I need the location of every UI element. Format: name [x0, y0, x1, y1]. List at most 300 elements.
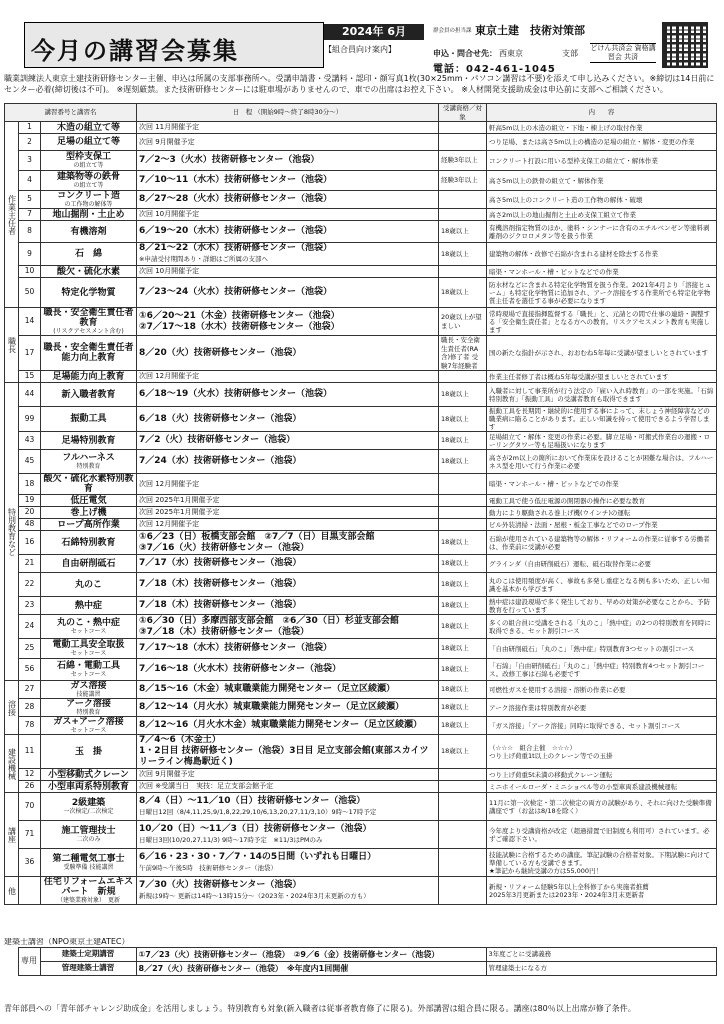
- schedule-line: 7／4～6（木金土）: [139, 735, 221, 745]
- course-schedule: [137, 243, 439, 266]
- architect-category: 専用: [18, 947, 40, 975]
- qualification: 経験3年以上: [439, 171, 487, 191]
- content-text: ミニホイールローダ・ミニショベル等の小型車両系建設機械運転: [489, 782, 678, 791]
- course-name-text: 丸のこ: [74, 579, 102, 590]
- course-content: [487, 781, 717, 793]
- qualification: [439, 793, 487, 821]
- course-number: 8: [19, 221, 41, 243]
- architect-course-name[interactable]: 管理建築士講習: [40, 961, 136, 975]
- course-schedule: [137, 519, 439, 531]
- table-row[interactable]: [5, 531, 717, 555]
- course-number: 3: [19, 151, 41, 171]
- qualification: [439, 122, 487, 134]
- course-name[interactable]: [41, 531, 137, 555]
- course-name-text: 自由研削砥石: [61, 558, 116, 569]
- course-name-sub: の組立て等: [73, 162, 104, 169]
- course-content: [487, 681, 717, 699]
- course-number: 44: [19, 383, 41, 407]
- table-row[interactable]: [5, 407, 717, 432]
- content-text: つり上げ荷重1t以上のクレーン等での玉掛: [489, 751, 613, 760]
- table-row[interactable]: [5, 122, 717, 134]
- content-text: 「石綿」「自由研削砥石」「丸のこ」「熱中症」特別教育4つセット割引コース。改修工事は石綿も必要です: [489, 661, 705, 678]
- course-content: [487, 308, 717, 336]
- course-schedule: [137, 531, 439, 555]
- course-name[interactable]: [41, 615, 137, 639]
- course-number: 56: [19, 659, 41, 681]
- course-name[interactable]: [41, 717, 137, 735]
- course-schedule: [137, 699, 439, 717]
- course-number: 9: [19, 243, 41, 266]
- course-schedule: [137, 221, 439, 243]
- content-text: 今年度より受講資格が改定（超過措置で旧制度も利用可）されています。必ずご確認下さい。: [489, 826, 710, 843]
- table-row[interactable]: [5, 699, 717, 717]
- table-row[interactable]: [5, 769, 717, 781]
- course-schedule: [137, 134, 439, 151]
- course-name-sub: （建築業務対象） 更新: [56, 897, 120, 904]
- qualification: 職長・安全衛生責任者(RA含)修了者 受験7年経験者: [439, 336, 487, 371]
- course-name-text: 建築物等の鉄骨: [56, 172, 120, 182]
- course-name-text: 石 綿: [74, 249, 102, 259]
- course-number: 78: [19, 717, 41, 735]
- course-name-sub: の工作物の解体等: [64, 201, 113, 208]
- course-number: 17: [19, 336, 41, 371]
- course-content: [487, 407, 717, 432]
- course-name[interactable]: [41, 243, 137, 266]
- course-content: [487, 278, 717, 308]
- course-number: 70: [19, 793, 41, 821]
- course-schedule: [137, 573, 439, 597]
- course-name-text: ロープ高所作業: [57, 519, 120, 530]
- course-name-text: 熱中症: [74, 600, 102, 611]
- course-schedule: [137, 659, 439, 681]
- table-row[interactable]: [5, 171, 717, 191]
- table-row[interactable]: [5, 432, 717, 450]
- contact-label: 申込・問合せ先：: [433, 49, 497, 58]
- schedule-line: 8／4（日）～11／10（日）技術研修センター（池袋）: [139, 795, 366, 806]
- content-text: 11月に第一次検定・第二次検定の両方の試験があり、それに向けた受験準備講座です（お盆は8/18を除く）: [489, 798, 712, 815]
- schedule-line: 7／10～11（水木）技術研修センター（池袋）: [139, 175, 332, 185]
- course-number: 1: [19, 122, 41, 134]
- course-name[interactable]: [41, 519, 137, 531]
- course-schedule: [137, 278, 439, 308]
- course-number: 20: [19, 507, 41, 519]
- table-row[interactable]: [5, 781, 717, 793]
- course-number: 5: [19, 191, 41, 209]
- course-content: [487, 769, 717, 781]
- schedule-line: 7／23～24（火水）技術研修センター（池袋）: [139, 287, 332, 297]
- table-row[interactable]: [5, 450, 717, 474]
- content-text: 可燃性ガスを使用する溶接・溶断の作業に必要: [489, 685, 626, 694]
- content-text: 2025年3月更新または2023年・2024年3月末更新者: [489, 890, 645, 899]
- table-row[interactable]: [5, 209, 717, 221]
- qualification: 18歳以上: [439, 555, 487, 573]
- course-name-sub: セットコース: [70, 628, 107, 635]
- content-text: 作業主任者修了者は概ね5年毎受講が望ましいとされています: [489, 372, 669, 381]
- col-header-content: 内 容: [487, 104, 717, 122]
- course-number: 24: [19, 615, 41, 639]
- course-content: [487, 191, 717, 209]
- table-row[interactable]: [5, 793, 717, 821]
- category-cell: 講座: [5, 793, 19, 877]
- content-text: 暗渠・マンホール・槽・ピットなどでの作業: [489, 480, 619, 488]
- course-name[interactable]: [41, 278, 137, 308]
- course-number: 15: [19, 371, 41, 383]
- course-content: [487, 209, 717, 221]
- course-schedule: [137, 717, 439, 735]
- course-schedule: [137, 308, 439, 336]
- course-content: [487, 877, 717, 905]
- table-row[interactable]: [5, 191, 717, 209]
- course-number: 23: [19, 597, 41, 615]
- schedule-line: 次回 9月開催予定: [139, 137, 195, 146]
- course-schedule: [137, 769, 439, 781]
- qualification: 18歳以上: [439, 450, 487, 474]
- content-text: 技能試験に合格するための講座。筆記試験の合格者対象。下期試験に向けて準備している方も受講できます。: [489, 850, 710, 867]
- course-name-text: 新入職者教育: [61, 389, 116, 400]
- content-text: コンクリート打設に用いる型枠支保工の組立て・解体作業: [489, 156, 658, 165]
- course-name[interactable]: [41, 450, 137, 474]
- course-name[interactable]: [41, 191, 137, 209]
- table-row[interactable]: [5, 597, 717, 615]
- table-row[interactable]: [5, 507, 717, 519]
- course-schedule: [137, 191, 439, 209]
- content-text: つり上げ荷重5t未満の移動式クレーン運転: [489, 770, 613, 779]
- course-name-text: 特定化学物質: [61, 287, 116, 298]
- course-content: [487, 336, 717, 371]
- table-row[interactable]: [5, 151, 717, 171]
- table-row[interactable]: [5, 615, 717, 639]
- table-row[interactable]: [5, 308, 717, 336]
- course-name-text: 低圧電気: [70, 495, 107, 506]
- table-row[interactable]: [5, 659, 717, 681]
- course-number: 10: [19, 266, 41, 278]
- table-row[interactable]: [5, 877, 717, 905]
- table-row[interactable]: [5, 371, 717, 383]
- course-name-text: 職長・安全衛生責任者教育: [43, 308, 134, 328]
- course-name[interactable]: [41, 769, 137, 781]
- qualification: [439, 849, 487, 877]
- schedule-line: 7／2～3（火水）技術研修センター（池袋）: [139, 155, 320, 165]
- schedule-line: 日曜日3回(10/20,27,11/3) 9時～17時予定 ※11/3はPMのみ: [139, 835, 323, 844]
- course-name-text: 足場特別教育: [61, 435, 116, 446]
- title-box: [24, 22, 324, 68]
- course-name-text: 石綿・電動工具: [56, 661, 120, 671]
- course-name[interactable]: [41, 336, 137, 371]
- course-schedule: [137, 735, 439, 769]
- course-name[interactable]: [41, 699, 137, 717]
- course-schedule: [137, 122, 439, 134]
- course-content: [487, 507, 717, 519]
- course-content: [487, 134, 717, 151]
- course-name-text: 足場の組立て等: [56, 137, 120, 147]
- schedule-line: ①6／30（日）多摩西部支部会館 ②6／30（日）杉並支部会館: [139, 615, 399, 626]
- course-schedule: [137, 432, 439, 450]
- table-row[interactable]: [5, 221, 717, 243]
- content-text: 多くの組合員に受講をされる「丸のこ」「熱中症」の2つの特別教育を同時に取得できる、セット割引コース: [489, 618, 711, 635]
- course-name-text: 職長・安全衛生責任者能力向上教育: [43, 343, 134, 363]
- content-text: 防水材などに含まれる特定化学物質を扱う作業。2021年4月より「溶接ヒューム」も特定化学物質に追加され、アーク溶接をする作業所でも特定化学物質主任者を選任する事が必要になります: [489, 280, 712, 305]
- course-number: 50: [19, 278, 41, 308]
- schedule-line: 10／20（日）～11／3（日）技術研修センター（池袋）: [139, 823, 372, 834]
- table-row[interactable]: [5, 383, 717, 407]
- content-text: 石綿が使用されている建築物等の解体・リフォームの作業に従事する労働者は、作業前に受講が必要: [489, 534, 710, 551]
- course-name[interactable]: [41, 849, 137, 877]
- schedule-line: 次回 9月開催予定: [139, 770, 195, 778]
- sponsor-name: 東京土建 技術対策部: [475, 24, 585, 37]
- qualification: [439, 495, 487, 507]
- course-name[interactable]: [41, 432, 137, 450]
- course-schedule: [137, 495, 439, 507]
- qualification: [439, 474, 487, 495]
- schedule-line: 次回 10月開催予定: [139, 267, 200, 275]
- course-number: 26: [19, 781, 41, 793]
- phone-number: 電話：042-461-1045: [433, 64, 556, 75]
- contact-person: 西東京: [499, 49, 523, 58]
- course-name[interactable]: [41, 308, 137, 336]
- content-text: 入職者に対して事業所が行う法定の「雇い入れ時教育」の一部を実施。「石綿特別教育」「振動工具」の受講者教育も取得できます: [489, 386, 714, 403]
- qualification: 18歳以上: [439, 735, 487, 769]
- content-text: 丸のこは使用頻度が高く、事故も多発し重症となる例も多いため、正しい知識を基本から学びます: [489, 576, 710, 593]
- schedule-line: 6／18（火）技術研修センター（池袋）: [139, 413, 302, 424]
- branch-label: 支部: [562, 49, 578, 58]
- qualification: [439, 781, 487, 793]
- schedule-line: 次回 ※受講当日 実技：足立支部会館予定: [139, 782, 274, 790]
- schedule-line: 8／15～16（木金）城東職業能力開発センター（足立区綾瀬）: [139, 684, 395, 694]
- schedule-line: 7／2（火）技術研修センター（池袋）: [139, 435, 296, 445]
- course-number: 99: [19, 407, 41, 432]
- schedule-line: 7／18（木）技術研修センター（池袋）: [139, 579, 302, 589]
- table-row[interactable]: [5, 555, 717, 573]
- course-number: 22: [19, 573, 41, 597]
- course-content: [487, 122, 717, 134]
- architect-course-content: 管理建築士になる方: [486, 961, 716, 975]
- course-content: [487, 659, 717, 681]
- qualification: 18歳以上: [439, 699, 487, 717]
- table-row[interactable]: [5, 495, 717, 507]
- qualification: [439, 821, 487, 849]
- course-name[interactable]: [41, 597, 137, 615]
- course-name-text: 玉 掛: [74, 746, 102, 757]
- table-row[interactable]: [5, 266, 717, 278]
- course-name-text: 型枠支保工: [65, 152, 111, 162]
- schedule-line: 7／24（水）技術研修センター（池袋）: [139, 456, 302, 466]
- course-name-sub: 特別教育: [76, 709, 101, 716]
- course-name[interactable]: [41, 171, 137, 191]
- course-content: [487, 495, 717, 507]
- content-text: 建築物の解体・改修で石綿が含まれる建材を除去する作業: [489, 250, 658, 258]
- course-name[interactable]: [41, 639, 137, 659]
- course-name-text: 電動工具安全取扱: [52, 640, 125, 650]
- course-name-text: 酸欠・硫化水素特別教育: [43, 474, 134, 494]
- course-name[interactable]: [41, 793, 137, 821]
- table-row[interactable]: [5, 717, 717, 735]
- course-name[interactable]: [41, 407, 137, 432]
- qualification: 18歳以上: [439, 383, 487, 407]
- course-content: [487, 531, 717, 555]
- content-text: 常時現場で直接指揮監督する「職長」と、元請との間で仕事の連絡・調整する「安全衛生責任者」となる方への教育。リスクアセスメント教育も実施します: [489, 309, 710, 334]
- course-name[interactable]: [41, 495, 137, 507]
- schedule-line: 次回 11月開催予定: [139, 123, 200, 131]
- table-row[interactable]: [5, 243, 717, 266]
- course-name-sub: セットコース: [70, 650, 107, 657]
- course-name[interactable]: [41, 474, 137, 495]
- course-name[interactable]: [41, 371, 137, 383]
- qr-code-icon[interactable]: [662, 22, 708, 68]
- qualification: 18歳以上: [439, 407, 487, 432]
- category-cell: 溶接: [5, 681, 19, 735]
- schedule-line: 6／19～20（水木）技術研修センター（池袋）: [139, 226, 332, 236]
- table-row[interactable]: [5, 573, 717, 597]
- content-text: 振動工具を長期間・継続的に使用する事によって、末しょう神経障害などの職業病に陥ることがあります。正しい知識を持って使用できるよう学習します: [489, 407, 710, 431]
- qualification: 18歳以上: [439, 573, 487, 597]
- course-name[interactable]: [41, 555, 137, 573]
- course-schedule: [137, 336, 439, 371]
- course-name[interactable]: [41, 221, 137, 243]
- sponsor-label: 群会員の担当課: [433, 28, 472, 34]
- course-number: 27: [19, 681, 41, 699]
- table-row[interactable]: [5, 134, 717, 151]
- course-content: [487, 555, 717, 573]
- schedule-line: 7／18（木）技術研修センター（池袋）: [139, 600, 302, 610]
- course-name-text: 小型移動式クレーン: [48, 769, 129, 780]
- course-name[interactable]: [41, 266, 137, 278]
- course-name[interactable]: [41, 877, 137, 905]
- schedule-line: 新規は9時～ 更新は14時～13時15分～（2023年・2024年3月末更新の方も）: [139, 891, 370, 900]
- table-row[interactable]: [5, 735, 717, 769]
- col-header-qualification: 受講資格／対象: [439, 104, 487, 122]
- course-name-text: 第二種電気工事士: [52, 854, 125, 864]
- schedule-line: 次回 2025年1月開催予定: [139, 496, 220, 504]
- course-name-text: 施工管理技士: [61, 826, 116, 836]
- course-name[interactable]: [41, 134, 137, 151]
- content-text: アーク溶接作業は特別教育が必要: [489, 703, 587, 712]
- schedule-line: 6／18～19（火水）技術研修センター（池袋）: [139, 389, 332, 399]
- table-row[interactable]: [5, 681, 717, 699]
- course-name[interactable]: [41, 781, 137, 793]
- course-content: [487, 821, 717, 849]
- schedule-line: 6／16・23・30・7／7・14の5日間（いずれも日曜日）: [139, 851, 377, 862]
- course-name[interactable]: [41, 507, 137, 519]
- notice-text: 職業訓練法人東京土建技術研修センター主催、申込は所属の支部事務所へ。受講申請書・受講料・認印・顔写真1枚(30×25mm・パソコン講習は不要)を添えて申し込みください。※締切は14日前にセンター必着(締切後は不可)。 ※遅刻厳禁。また技術研修センターには駐車場がありませんので、車での出席はお控え下さい。 ※人材開発支援助成金は申込前に支部へご相談ください。: [4, 74, 715, 94]
- course-content: [487, 615, 717, 639]
- course-name-text: 木造の組立て等: [56, 122, 120, 133]
- course-name-text: 酸欠・硫化水素: [56, 266, 120, 277]
- course-name[interactable]: [41, 735, 137, 769]
- course-name[interactable]: [41, 209, 137, 221]
- course-schedule: [137, 450, 439, 474]
- course-number: 28: [19, 699, 41, 717]
- course-name-sub: 一次検定/二次検定: [63, 808, 114, 815]
- architect-course-name[interactable]: 建築士定期講習: [40, 947, 136, 961]
- table-row[interactable]: [5, 519, 717, 531]
- course-schedule: [137, 383, 439, 407]
- course-content: [487, 243, 717, 266]
- course-name[interactable]: [41, 681, 137, 699]
- course-schedule: [137, 681, 439, 699]
- architect-course-schedule: 8／27（火）技術研修センター（池袋） ※年度内1回開催: [136, 961, 486, 975]
- course-schedule: [137, 474, 439, 495]
- category-cell: 建設機械: [5, 735, 19, 793]
- course-name-text: 2級建築: [71, 798, 106, 808]
- course-schedule: [137, 781, 439, 793]
- course-name[interactable]: [41, 383, 137, 407]
- schedule-line: 7／17～18（水木）技術研修センター（池袋）: [139, 643, 332, 653]
- col-header-schedule: 日 程 （開始9時～終了8時30分～）: [137, 104, 439, 122]
- course-name-text: 足場能力向上教育: [52, 371, 125, 382]
- table-header-row: [5, 104, 717, 122]
- content-text: 高さ2m以上の地山掘削と土止め支保工組立て作業: [489, 210, 636, 219]
- course-name[interactable]: [41, 573, 137, 597]
- course-schedule: [137, 877, 439, 905]
- schedule-line: ※申請受付期間あり・詳細はご所属の支部へ: [139, 255, 268, 263]
- course-schedule: [137, 615, 439, 639]
- qualification: 18歳以上: [439, 597, 487, 615]
- course-number: 71: [19, 821, 41, 849]
- table-row[interactable]: [5, 336, 717, 371]
- course-number: 11: [19, 735, 41, 769]
- schedule-line: 8／21～22（水木）技術研修センター（池袋）: [139, 243, 332, 253]
- qualification: 20歳以上が望ましい: [439, 308, 487, 336]
- table-row[interactable]: [5, 821, 717, 849]
- content-text: つり足場、または高さ5m以上の構造の足場の組立・解体・変更の作業: [489, 138, 695, 146]
- course-content: [487, 221, 717, 243]
- qualification: [439, 519, 487, 531]
- course-name-sub: 二次のみ: [76, 836, 101, 843]
- course-name[interactable]: [41, 659, 137, 681]
- content-text: 有機溶剤指定物質のほか、塗料・シンナーに含有のエチルベンゼン等塗料剥離剤のジクロロメタン等を扱う作業: [489, 223, 710, 240]
- table-row[interactable]: [5, 639, 717, 659]
- schedule-line: 次回 12月開催予定: [139, 372, 200, 380]
- course-number: 2: [19, 134, 41, 151]
- course-name-sub: 技能講習: [76, 691, 101, 698]
- category-cell: 他: [5, 877, 19, 905]
- course-name[interactable]: [41, 122, 137, 134]
- course-schedule: [137, 793, 439, 821]
- table-row[interactable]: [5, 278, 717, 308]
- course-content: [487, 371, 717, 383]
- schedule-line: 次回 10月開催予定: [139, 210, 200, 218]
- schedule-line: 次回 2025年1月開催予定: [139, 508, 220, 516]
- course-name[interactable]: [41, 821, 137, 849]
- course-number: 18: [19, 474, 41, 495]
- course-schedule: [137, 171, 439, 191]
- course-content: [487, 849, 717, 877]
- category-cell: 職長: [5, 308, 19, 383]
- course-schedule: [137, 849, 439, 877]
- course-number: 19: [19, 495, 41, 507]
- course-content: [487, 383, 717, 407]
- table-row[interactable]: [5, 849, 717, 877]
- schedule-line: 次回 12月開催予定: [139, 520, 200, 528]
- header: [24, 22, 710, 75]
- table-row[interactable]: [5, 474, 717, 495]
- footer-note: 青年部員への「青年部チャレンジ助成金」を活用しましょう。特別教育も対象(新入職者は従事者教育修了に限る)。外部講習は組合員に限る。講座は80％以上出席が修了条件。: [4, 1004, 636, 1013]
- schedule-line: 8／20（火）技術研修センター（池袋）: [139, 347, 302, 358]
- course-table: [4, 103, 717, 905]
- content-text: 「自由研削砥石」「丸のこ」「熱中症」特別教育3つセットの割引コース: [489, 644, 695, 653]
- course-name[interactable]: [41, 151, 137, 171]
- course-schedule: [137, 407, 439, 432]
- content-text: ビル外装清掃・法面・屋根・板金工事などでのロープ作業: [489, 520, 658, 529]
- architect-course-content: 3年度ごとに受講義務: [486, 947, 716, 961]
- course-schedule: [137, 821, 439, 849]
- content-text: 高さ5m以上の鉄骨の組立て・解体作業: [489, 176, 604, 185]
- qualification: [439, 191, 487, 209]
- year-month-badge: 2024年 6月: [324, 24, 424, 40]
- course-name-sub: 受験準備 技能講習: [63, 864, 114, 871]
- qualification: 経験3年以上: [439, 151, 487, 171]
- course-name-sub: の組立て等: [73, 182, 104, 189]
